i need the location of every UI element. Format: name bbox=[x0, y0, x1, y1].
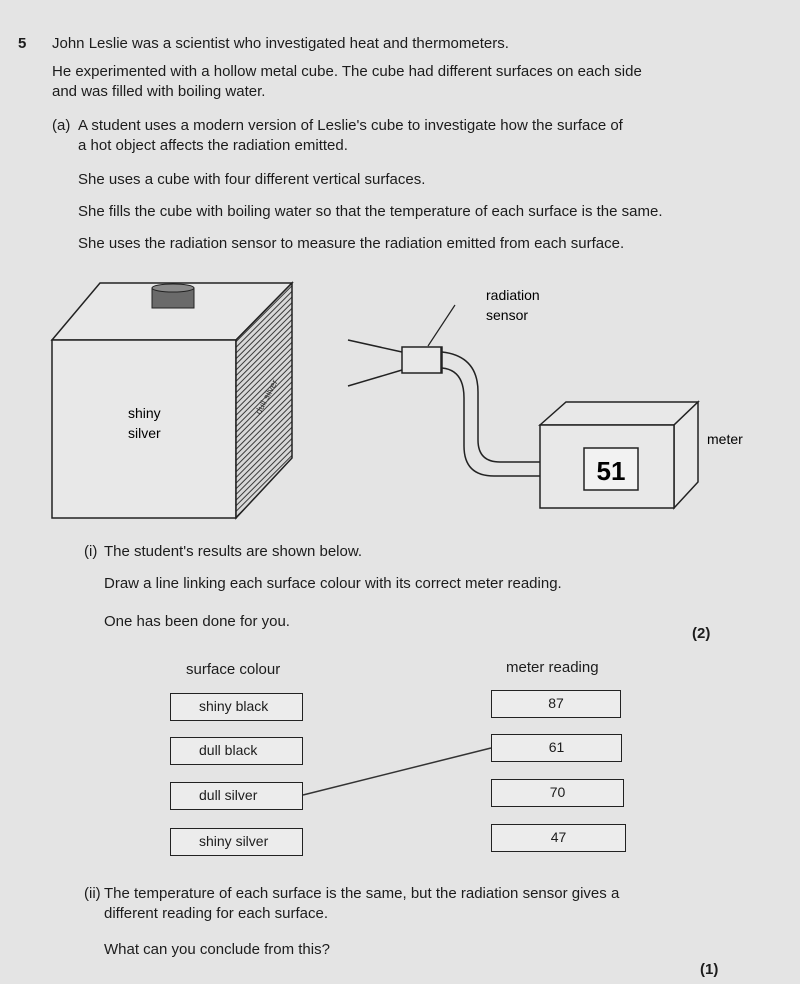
part-a-line-1: A student uses a modern version of Leslie's cube to investigate how the surface of bbox=[78, 117, 623, 134]
reading-box-47[interactable]: 47 bbox=[491, 824, 626, 852]
meter-display-reading: 51 bbox=[596, 456, 626, 486]
surface-box-shiny-silver[interactable]: shiny silver bbox=[170, 828, 303, 856]
reading-box-70[interactable]: 70 bbox=[491, 779, 624, 807]
reading-box-87[interactable]: 87 bbox=[491, 690, 621, 718]
cube-face-label-2: silver bbox=[128, 425, 161, 441]
part-ii-line-3: What can you conclude from this? bbox=[104, 941, 330, 958]
reading-box-61[interactable]: 61 bbox=[491, 734, 622, 762]
part-i-line-1: The student's results are shown below. bbox=[104, 543, 363, 560]
radiation-sensor bbox=[348, 305, 455, 386]
part-a-line-2: a hot object affects the radiation emitted. bbox=[78, 137, 348, 154]
part-i-line-2: Draw a line linking each surface colour with its correct meter reading. bbox=[104, 575, 562, 592]
intro-line-2a: He experimented with a hollow metal cube. The cube had different surfaces on each side bbox=[52, 63, 642, 80]
cube-side-label: dull silver bbox=[253, 377, 280, 416]
method-line-3: She uses the radiation sensor to measure the radiation emitted from each surface. bbox=[78, 235, 625, 252]
part-i-marks: (2) bbox=[692, 625, 711, 642]
surface-colour-header: surface colour bbox=[186, 661, 281, 678]
meter-box bbox=[540, 402, 698, 508]
method-line-1: She uses a cube with four different vertical surfaces. bbox=[78, 171, 426, 188]
example-link-line bbox=[303, 748, 491, 795]
part-ii-label: (ii) bbox=[84, 885, 101, 902]
surface-box-shiny-black[interactable]: shiny black bbox=[170, 693, 303, 721]
cube-stopper bbox=[152, 284, 194, 308]
meter-reading-header: meter reading bbox=[506, 659, 599, 676]
intro-line-2b: and was filled with boiling water. bbox=[52, 83, 266, 100]
part-a-label: (a) bbox=[52, 117, 71, 134]
apparatus-diagram bbox=[0, 270, 800, 530]
surface-box-dull-silver[interactable]: dull silver bbox=[170, 782, 303, 810]
surface-box-dull-black[interactable]: dull black bbox=[170, 737, 303, 765]
sensor-label-1: radiation bbox=[486, 287, 540, 303]
leslie-cube bbox=[52, 283, 292, 518]
sensor-label-2: sensor bbox=[486, 307, 529, 323]
method-line-2: She fills the cube with boiling water so that the temperature of each surface is the same. bbox=[78, 203, 663, 220]
meter-label: meter bbox=[707, 431, 743, 447]
part-ii-marks: (1) bbox=[700, 961, 719, 978]
sensor-cable bbox=[442, 352, 540, 476]
question-number: 5 bbox=[18, 35, 27, 52]
part-i-label: (i) bbox=[84, 543, 98, 560]
intro-line-1: John Leslie was a scientist who investigated heat and thermometers. bbox=[52, 35, 509, 52]
part-i-line-3: One has been done for you. bbox=[104, 613, 290, 630]
cube-face-label-1: shiny bbox=[128, 405, 161, 421]
part-ii-line-1: The temperature of each surface is the same, but the radiation sensor gives a bbox=[104, 885, 620, 902]
part-ii-line-2: different reading for each surface. bbox=[104, 905, 329, 922]
